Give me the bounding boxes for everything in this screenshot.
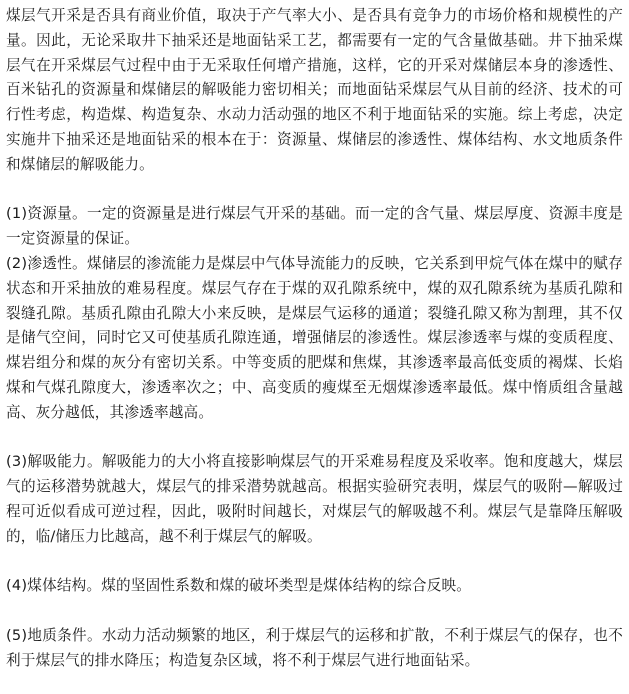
item-resource-amount: (1)资源量。一定的资源量是进行煤层气开采的基础。而一定的含气量、煤层厚度、资源丰度是一定资源量的保证。 <box>6 205 623 248</box>
item-coal-structure: (4)煤体结构。煤的坚固性系数和煤的破坏类型是煤体结构的综合反映。 <box>6 577 472 595</box>
item-permeability: (2)渗透性。煤储层的渗流能力是煤层中气体导流能力的反映，它关系到甲烷气体在煤中的赋存状态和开采抽放的难易程度。煤层气存在于煤的双孔隙系统中，煤的双孔隙系统为基质孔隙和裂缝孔隙。基质孔隙由孔隙大小来反映，是煤层气运移的通道；裂缝孔隙又称为割理，其不仅是储气空间，同时它又可使基质孔隙连通，增强储层的渗透性。煤层渗透率与煤的变质程度、煤岩组分和煤的灰分有密切关系。中等变质的肥煤和焦煤，其渗透率最高低变质的褐煤、长焰煤和气煤孔隙度大，渗透率次之；中、高变质的瘦煤至无烟煤渗透率最低。煤中惰质组含量越高、灰分越低，其渗透率越高。 <box>6 254 623 421</box>
paragraph-gap <box>6 599 623 624</box>
paragraph-gap <box>6 550 623 575</box>
intro-paragraph: 煤层气开采是否具有商业价值，取决于产气率大小、是否具有竞争力的市场价格和规模性的产量。因此，无论采取井下抽采还是地面钻采工艺，都需要有一定的气含量做基础。井下抽采煤层气在开采煤层气过程中由于无采取任何增产措施，这样，它的开采对煤储层本身的渗透性、百米钻孔的资源量和煤储层的解吸能力密切相关；而地面钻采煤层气从目前的经济、技术的可行性考虑，构造煤、构造复杂、水动力活动强的地区不利于地面钻采的实施。综上考虑，决定实施井下抽采还是地面钻采的根本在于：资源量、煤储层的渗透性、煤体结构、水文地质条件和煤储层的解吸能力。 <box>6 7 623 173</box>
item-desorption-capacity: (3)解吸能力。解吸能力的大小将直接影响煤层气的开采难易程度及采收率。饱和度越大，煤层气的运移潜势就越大，煤层气的排采潜势就越高。根据实验研究表明，煤层气的吸附—解吸过程可近似看成可逆过程，因此，吸附时间越长，对煤层气的解吸越不利。煤层气是靠降压解吸的，临/储压力比越高，越不利于煤层气的解吸。 <box>6 453 623 545</box>
item-geological-conditions: (5)地质条件。水动力活动频繁的地区，利于煤层气的运移和扩散，不利于煤层气的保存，也不利于煤层气的排水降压；构造复杂区域，将不利于煤层气进行地面钻采。 <box>6 626 623 669</box>
document-body <box>6 4 623 674</box>
paragraph-gap <box>6 426 623 451</box>
paragraph-gap <box>6 178 623 203</box>
